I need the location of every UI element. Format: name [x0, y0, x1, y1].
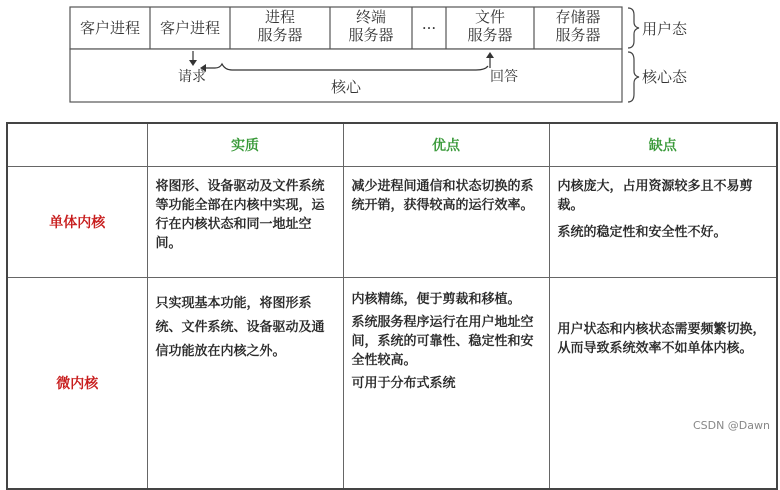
table-row — [7, 167, 777, 278]
header-corner — [7, 123, 147, 167]
service-box-label: 服务器 — [467, 26, 513, 44]
service-box-label: 服务器 — [348, 26, 394, 44]
service-box-label: ··· — [421, 19, 437, 37]
cell-monolithic-cons — [549, 167, 777, 278]
service-box-label: 客户进程 — [159, 19, 221, 37]
row-name-monolithic: 单体内核 — [7, 167, 147, 278]
service-box-label: 存储器 — [555, 8, 601, 26]
paragraph: 只实现基本功能，将图形系统、文件系统、设备驱动及通信功能放在内核之外。 — [155, 296, 325, 359]
kernel-mode-brace — [628, 52, 639, 102]
table-row — [7, 278, 777, 490]
microkernel-diagram — [0, 0, 780, 110]
kernel-mode-label: 核心态 — [642, 68, 688, 86]
service-box-label: 服务器 — [257, 26, 303, 44]
paragraph: 减少进程间通信和状态切换的系统开销，获得较高的运行效率。 — [351, 179, 534, 213]
paragraph: 可用于分布式系统 — [351, 376, 456, 391]
cell-microkernel-cons — [549, 278, 777, 490]
service-box-label: 文件 — [474, 8, 506, 26]
watermark: CSDN @Dawn — [692, 419, 770, 432]
paragraph: 将图形、设备驱动及文件系统等功能全部在内核中实现，运行在内核状态和同一地址空间。 — [155, 179, 325, 251]
paragraph: 内核庞大，占用资源较多且不易剪裁。 — [557, 179, 753, 213]
header-cons: 缺点 — [549, 123, 777, 167]
kernel-label: 核心 — [331, 78, 362, 96]
paragraph: 内核精练，便于剪裁和移植。 — [351, 292, 521, 307]
service-box-label: 终端 — [355, 8, 387, 26]
user-mode-brace — [628, 8, 639, 48]
service-box-label: 客户进程 — [79, 19, 141, 37]
paragraph: 系统服务程序运行在用户地址空间，系统的可靠性、稳定性和安全性较高。 — [351, 315, 534, 368]
header-essence: 实质 — [147, 123, 343, 167]
table-header-row — [7, 123, 777, 167]
kernel-comparison-table — [6, 122, 778, 490]
cell-monolithic-pros — [343, 167, 549, 278]
row-name-microkernel: 微内核 — [7, 278, 147, 490]
paragraph: 用户状态和内核状态需要频繁切换，从而导致系统效率不如单体内核。 — [557, 322, 766, 356]
service-box-label: 进程 — [264, 8, 296, 26]
user-mode-label: 用户态 — [642, 20, 688, 38]
request-label: 请求 — [178, 69, 206, 85]
reply-label: 回答 — [490, 69, 518, 85]
paragraph: 系统的稳定性和安全性不好。 — [557, 225, 727, 240]
cell-microkernel-pros — [343, 278, 549, 490]
cell-monolithic-essence — [147, 167, 343, 278]
service-box-label: 服务器 — [555, 26, 601, 44]
user-space-frame — [70, 7, 622, 49]
header-pros: 优点 — [343, 123, 549, 167]
cell-microkernel-essence — [147, 278, 343, 490]
